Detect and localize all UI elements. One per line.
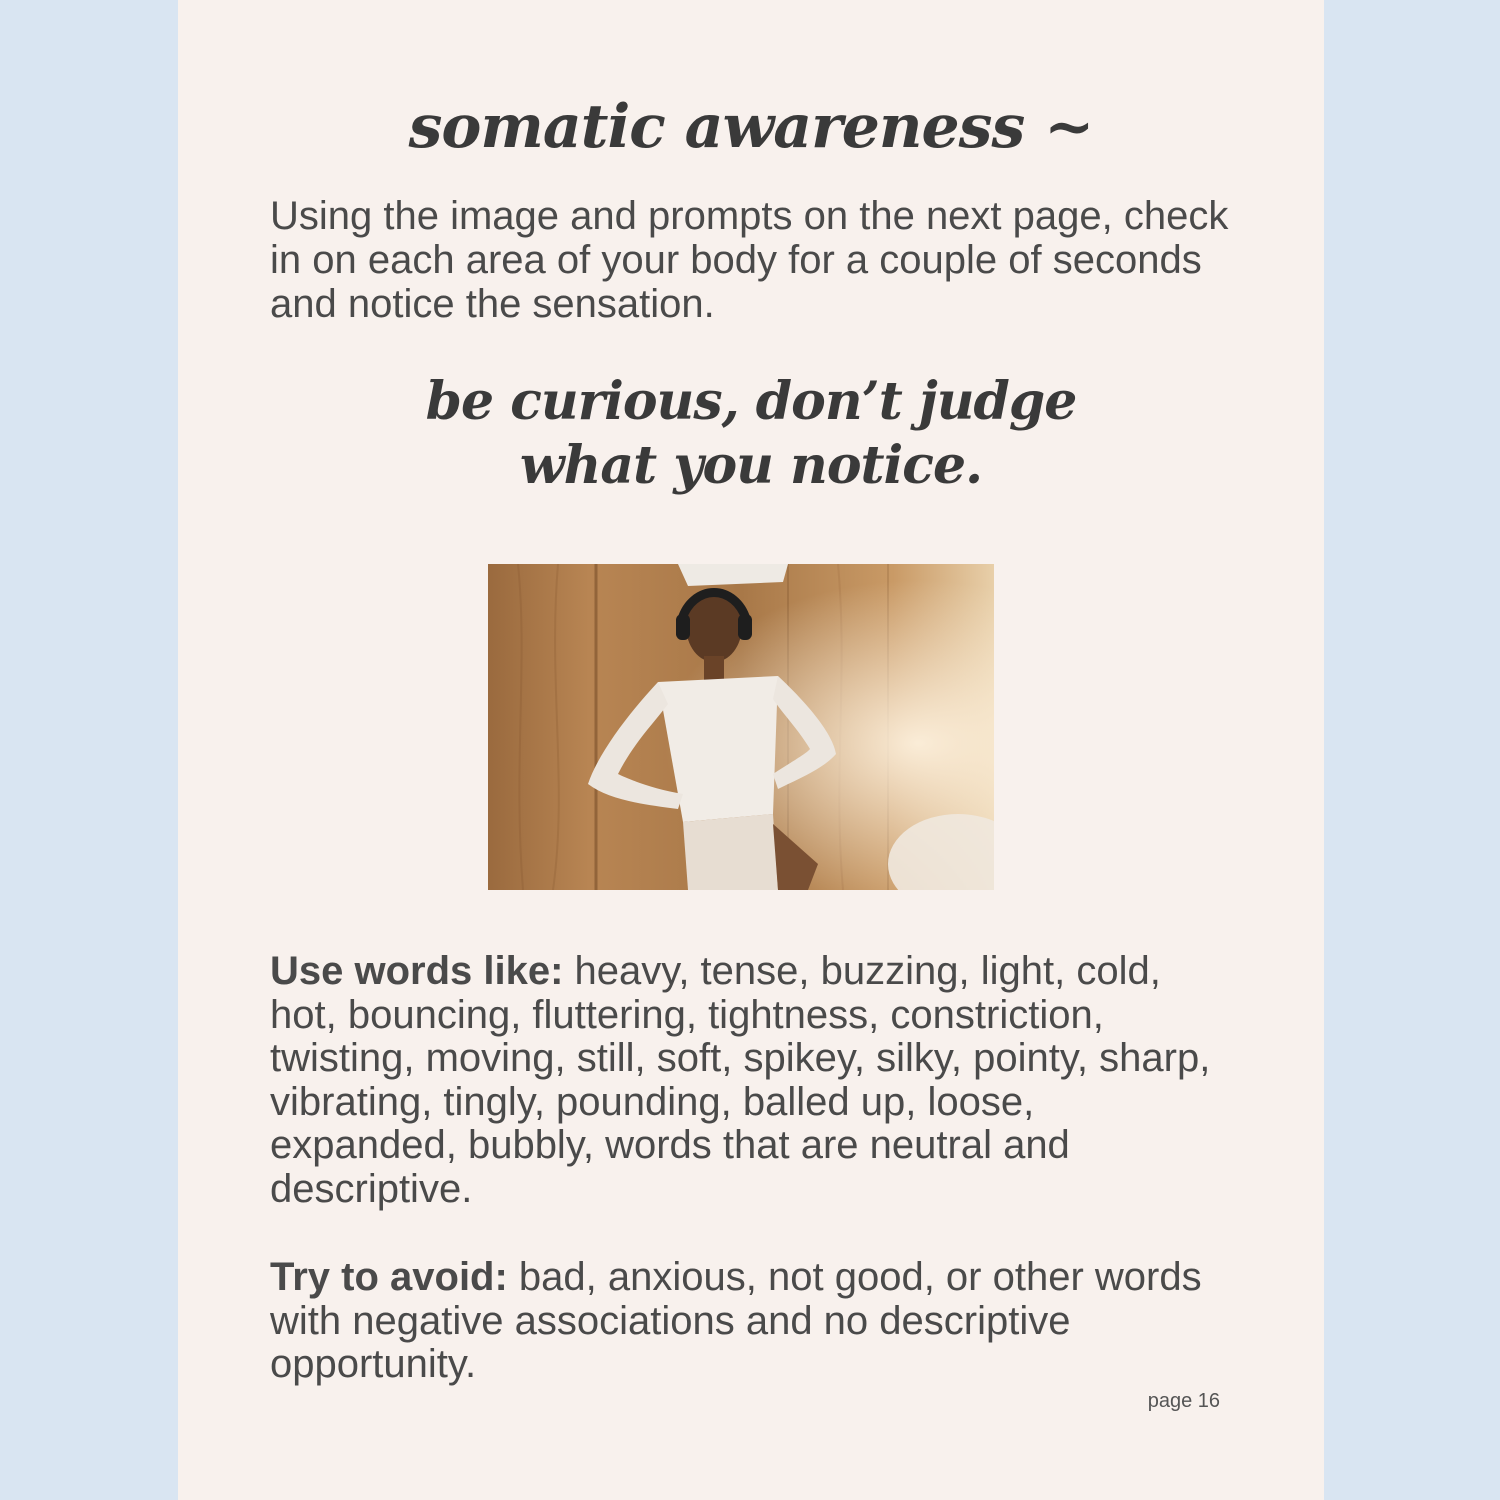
avoid-list: bad, anxious, not good, or other words with negative associations and no descriptive opportunity. [270, 1255, 1202, 1386]
use-words-paragraph [270, 950, 1230, 1211]
intro-paragraph: Using the image and prompts on the next page, check in on each area of your body for a couple of seconds and notice the sensation. [270, 194, 1229, 326]
page-title: somatic awareness ~ [408, 92, 1094, 162]
motto-line-1: be curious, don’t judge [425, 371, 1077, 432]
document-page [178, 0, 1324, 1500]
photo-illustration [488, 564, 994, 890]
avoid-paragraph [270, 1256, 1230, 1387]
avoid-label: Try to avoid: [270, 1255, 508, 1299]
page-number: page 16 [1147, 1390, 1220, 1412]
use-words-label: Use words like: [270, 949, 564, 993]
use-words-list: heavy, tense, buzzing, light, cold, hot, bouncing, fluttering, tightness, constriction, twisting, moving, still, soft, spikey, silky, pointy, sharp, vibrating, tingly, pounding, balled up, loose, expanded, bubbly, words that are neutral and descriptive. [270, 949, 1211, 1211]
motto-line-2: what you notice. [519, 435, 983, 496]
motto-heading [178, 370, 1324, 498]
photo-person-lying-on-floor [488, 564, 994, 890]
